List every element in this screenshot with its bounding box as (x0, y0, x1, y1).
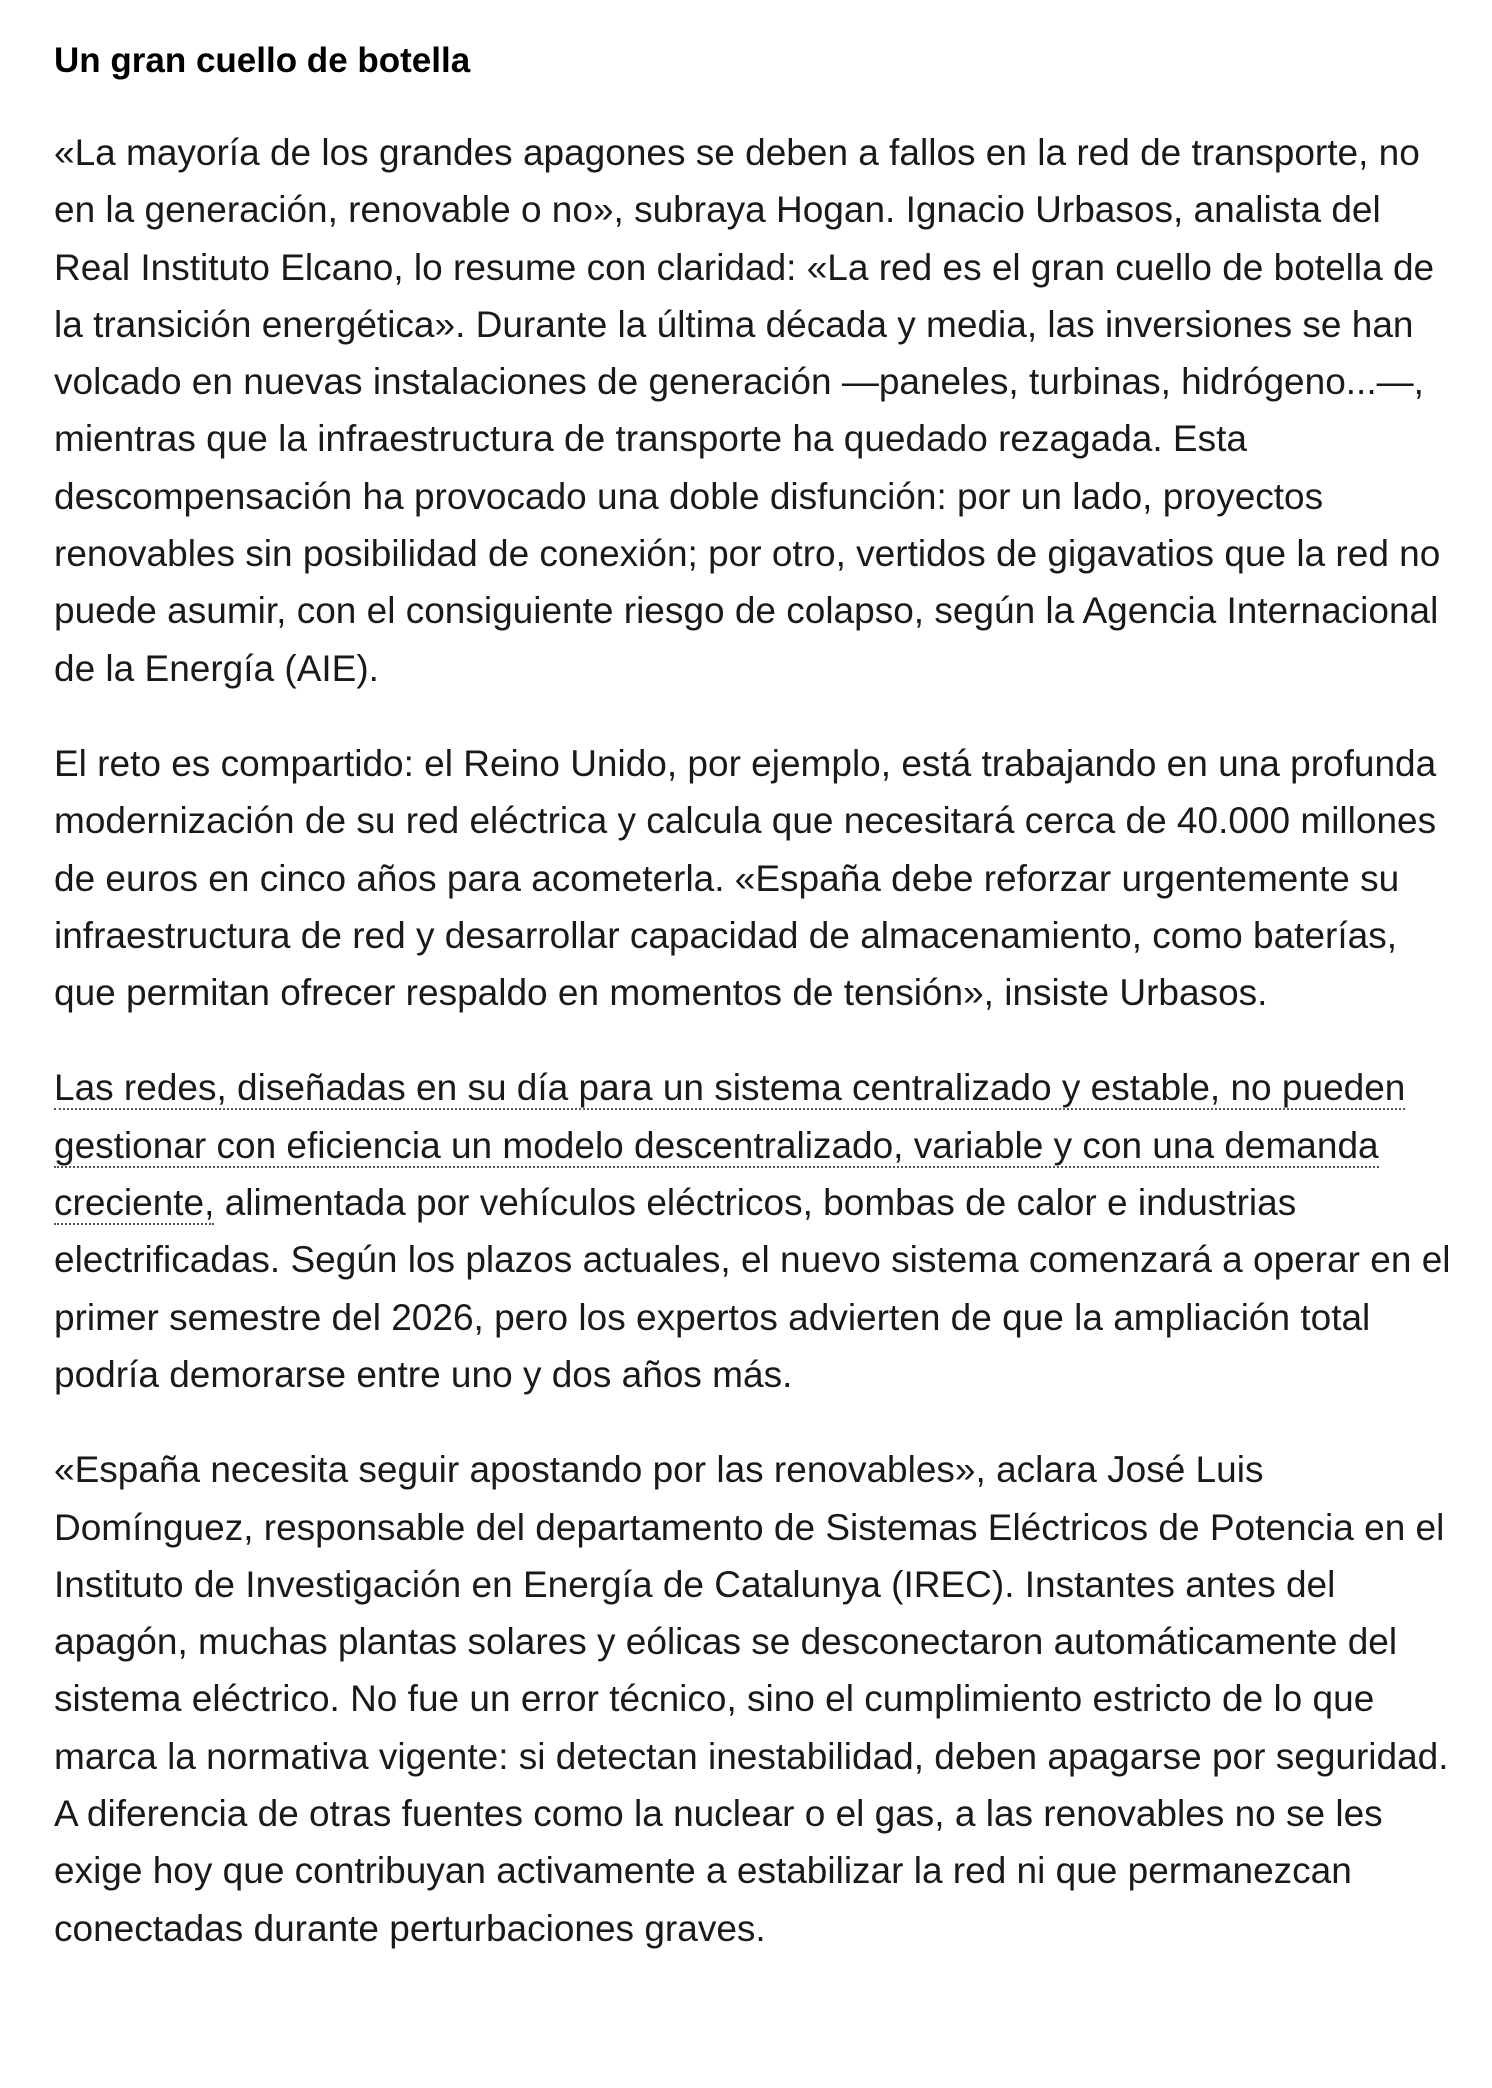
paragraph-3 (54, 1059, 1454, 1403)
paragraph-1: «La mayoría de los grandes apagones se deben a fallos en la red de transporte, no en la generación, renovable o no», subraya Hogan. Ignacio Urbasos, analista del Real Instituto Elcano, lo resume con claridad: «La red es el gran cuello de botella de la transición energética». Durante la última década y media, las inversiones se han volcado en nuevas instalaciones de generación —paneles, turbinas, hidrógeno...—, mientras que la infraestructura de transporte ha quedado rezagada. Esta descompensación ha provocado una doble disfunción: por un lado, proyectos renovables sin posibilidad de conexión; por otro, vertidos de gigavatios que la red no puede asumir, con el consiguiente riesgo de colapso, según la Agencia Internacional de la Energía (AIE). (54, 132, 1441, 689)
section-heading: Un gran cuello de botella (54, 41, 471, 80)
paragraph-4: «España necesita seguir apostando por las renovables», aclara José Luis Domínguez, responsable del departamento de Sistemas Eléctricos de Potencia en el Instituto de Investigación en Energía de Catalunya (IREC). Instantes antes del apagón, muchas plantas solares y eólicas se desconectaron automáticamente del sistema eléctrico. No fue un error técnico, sino el cumplimiento estricto de lo que marca la normativa vigente: si detectan inestabilidad, deben apagarse por seguridad. A diferencia de otras fuentes como la nuclear o el gas, a las renovables no se les exige hoy que contribuyan activamente a estabilizar la red ni que permanezcan conectadas durante perturbaciones graves. (54, 1449, 1449, 1949)
paragraph-2: El reto es compartido: el Reino Unido, por ejemplo, está trabajando en una profunda modernización de su red eléctrica y calcula que necesitará cerca de 40.000 millones de euros en cinco años para acometerla. «España debe reforzar urgentemente su infraestructura de red y desarrollar capacidad de almacenamiento, como baterías, que permitan ofrecer respaldo en momentos de tensión», insiste Urbasos. (54, 742, 1437, 1014)
paragraph-3-text: alimentada por vehículos eléctricos, bombas de calor e industrias electrificadas. Según los plazos actuales, el nuevo sistema comenzará a operar en el primer semestre del 2026, pero los expertos advierten de que la ampliación total podría demorarse entre uno y dos años más. (54, 1182, 1451, 1395)
article-body (54, 36, 1454, 1995)
inline-link-redes[interactable]: Las redes, diseñadas en su día para un sistema centralizado y estable, no pueden gestionar con eficiencia un modelo descentralizado, variable y con una demanda creciente, (54, 1067, 1406, 1224)
